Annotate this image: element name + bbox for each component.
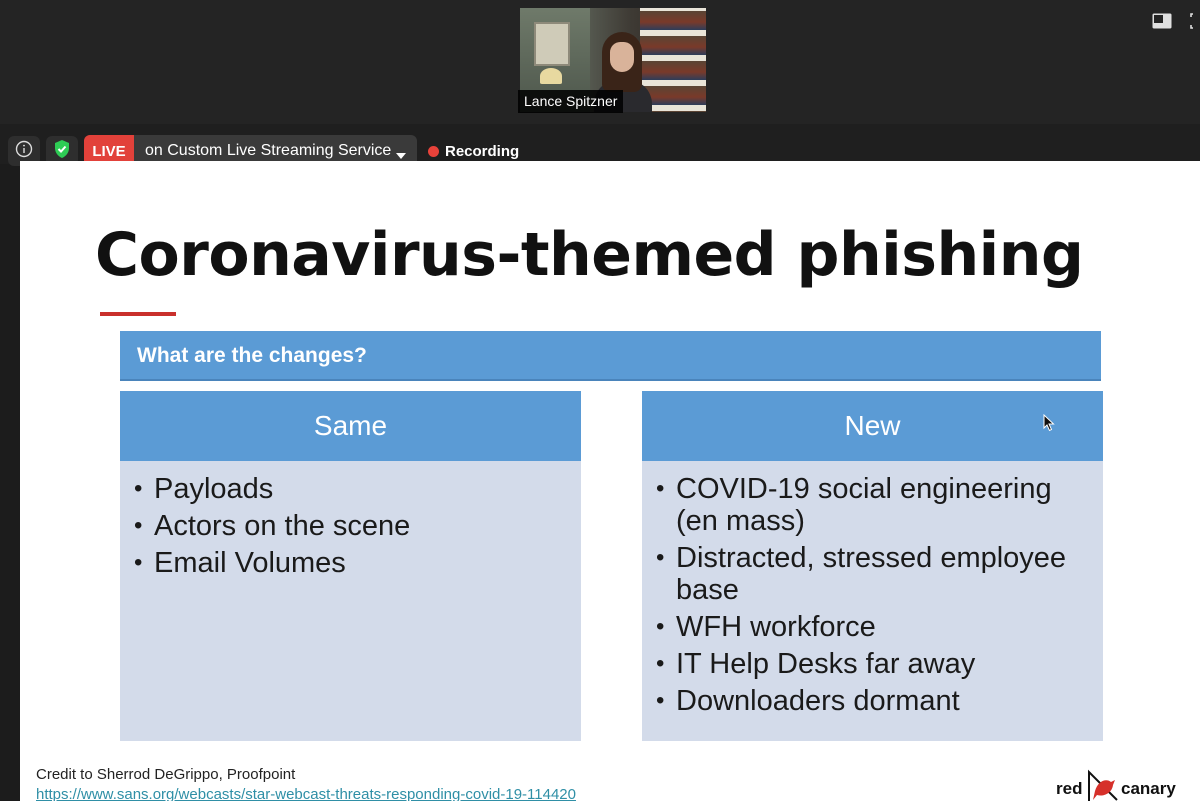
logo-word-canary: canary: [1121, 779, 1176, 798]
red-canary-logo: [1056, 767, 1180, 801]
column-header-new: New: [642, 391, 1103, 461]
column-list-same: [134, 473, 564, 584]
list-item: • IT Help Desks far away: [656, 648, 1086, 680]
logo-word-red: red: [1056, 779, 1083, 798]
list-item: • Actors on the scene: [134, 510, 564, 542]
shield-check-icon: [53, 139, 71, 164]
column-same: [120, 391, 581, 741]
recording-label: Recording: [445, 142, 520, 160]
source-link[interactable]: https://www.sans.org/webcasts/star-webcast-threats-responding-covid-19-114420: [36, 786, 576, 801]
live-badge: LIVE: [84, 135, 134, 167]
canary-bird-icon: [1086, 769, 1120, 801]
live-service-label: on Custom Live Streaming Service: [145, 142, 392, 159]
gallery-view-toggle-icon[interactable]: [1152, 13, 1172, 29]
question-banner: [120, 331, 1101, 381]
shared-slide: [20, 161, 1200, 801]
column-new: [642, 391, 1103, 741]
title-underline: [100, 312, 176, 316]
mouse-pointer-icon: [1043, 414, 1055, 432]
list-item: • Payloads: [134, 473, 564, 505]
column-header-same: Same: [120, 391, 581, 461]
list-item: • WFH workforce: [656, 611, 1086, 643]
participant-name-label: Lance Spitzner: [518, 90, 623, 113]
fullscreen-icon[interactable]: [1190, 13, 1200, 29]
list-item: • Email Volumes: [134, 547, 564, 579]
credit-text: Credit to Sherrod DeGrippo, Proofpoint: [36, 766, 296, 783]
question-text: What are the changes?: [137, 344, 367, 367]
recording-indicator[interactable]: [428, 141, 519, 161]
slide-title: Coronavirus-themed phishing: [95, 220, 1084, 290]
record-dot-icon: [428, 146, 439, 157]
video-wall-frame: [534, 22, 570, 66]
column-list-new: [656, 473, 1086, 722]
list-item: • Distracted, stressed employee base: [656, 542, 1086, 606]
list-item: • COVID-19 social engineering (en mass): [656, 473, 1086, 537]
video-lamp: [540, 68, 562, 84]
info-icon: [15, 140, 33, 163]
list-item: • Downloaders dormant: [656, 685, 1086, 717]
